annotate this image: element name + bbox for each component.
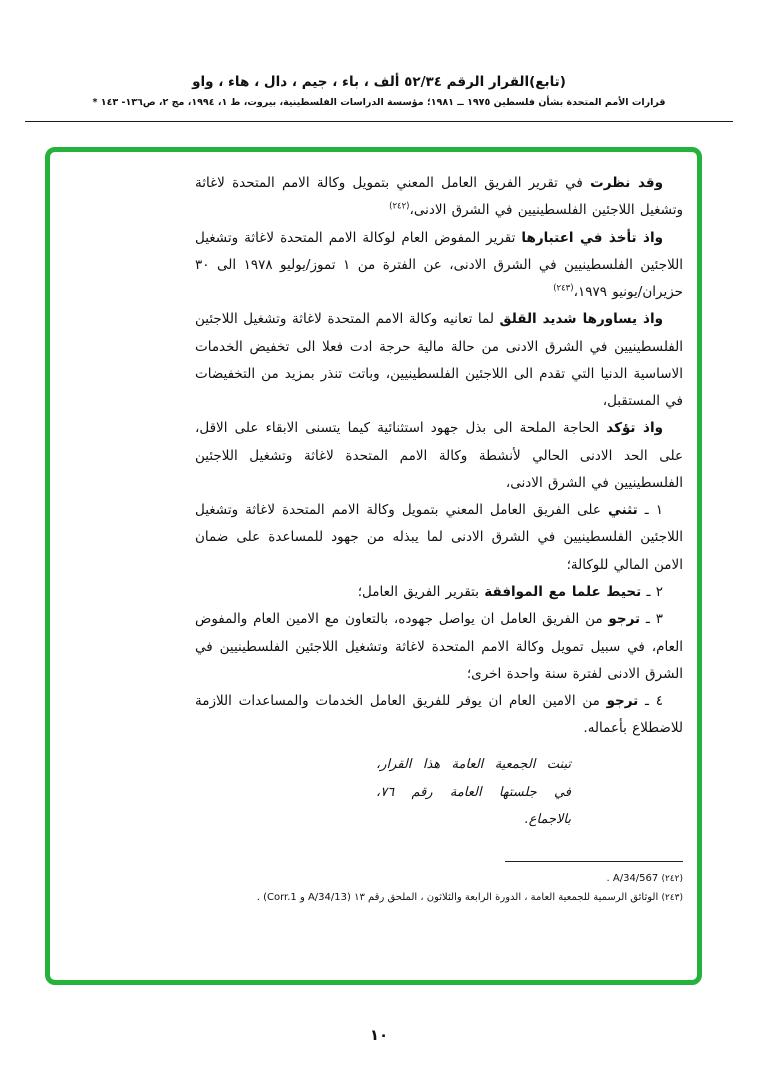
footnote-number: (٢٤٣) bbox=[661, 893, 683, 904]
source-citation: قرارات الأمم المتحدة بشأن فلسطين ١٩٧٥ ــ ١٩٨١؛ مؤسسة الدراسات الفلسطينية، بيروت، ط ١، ١٩٩٤، مج ٢، ص١٣٦- ١٤٣ * bbox=[92, 97, 666, 108]
document-header bbox=[0, 74, 758, 108]
footnote-242 bbox=[195, 869, 683, 889]
paragraph-lead: ترجو bbox=[608, 611, 641, 628]
footnote-text: الوثائق الرسمية للجمعية العامة ، الدورة الرابعة والثلاثون ، الملحق رقم ١٣ (A/34/13 و Corr.1) . bbox=[256, 892, 659, 904]
preamble-paragraph bbox=[195, 170, 683, 225]
footnote-243 bbox=[195, 888, 683, 908]
paragraph-lead: واذ تؤكد bbox=[606, 420, 663, 437]
header-divider bbox=[25, 121, 733, 122]
paragraph-lead: وقد نظرت bbox=[590, 175, 663, 191]
footnotes-section bbox=[195, 861, 683, 908]
operative-paragraph-1 bbox=[195, 497, 683, 579]
footnote-divider bbox=[505, 861, 683, 862]
operative-paragraph-2 bbox=[195, 579, 683, 606]
paragraph-lead: تثني bbox=[607, 502, 638, 519]
paragraph-text: لما تعانيه وكالة الامم المتحدة لاغاثة وتشغيل اللاجئين الفلسطينيين في الشرق الادنى من حالة مالية حرجة ادت فعلا الى تخفيض الخدمات الاساسية الدنيا التي تقدم الى اللاجئين الفلسطينيين، وباتت تنذر بمزيد من التخفيضات في المستقبل، bbox=[195, 311, 683, 410]
paragraph-text: من الامين العام ان يوفر للفريق العامل الخدمات والمساعدات اللازمة للاضطلاع بأعماله. bbox=[195, 693, 683, 737]
paragraph-lead: تحيط علما مع الموافقة bbox=[484, 583, 642, 600]
footnote-text: A/34/567 . bbox=[606, 872, 659, 884]
paragraph-lead: ترجو bbox=[606, 693, 639, 710]
preamble-paragraph bbox=[195, 415, 683, 497]
preamble-paragraph bbox=[195, 225, 683, 307]
operative-paragraph-3 bbox=[195, 606, 683, 688]
paragraph-text: في تقرير الفريق العامل المعني بتمويل وكالة الامم المتحدة لاغاثة وتشغيل اللاجئين الفلسطينيين في الشرق الادنى، bbox=[195, 175, 683, 219]
paragraph-text: من الفريق العامل ان يواصل جهوده، بالتعاون مع الامين العام والمفوض العام، في سبيل تمويل وكالة الامم المتحدة لاغاثة وتشغيل اللاجئين الفلسطينيين في الشرق الادنى لفترة سنة واحدة اخرى؛ bbox=[195, 611, 683, 682]
item-number: ٤ ـ bbox=[638, 693, 663, 710]
paragraph-text: الحاجة الملحة الى بذل جهود استثنائية كيما يتسنى الابقاء على الاقل، على الحد الادنى الحالي لأنشطة وكالة الامم المتحدة لاغاثة وتشغيل اللاجئين الفلسطينيين في الشرق الادنى، bbox=[195, 420, 683, 491]
operative-paragraph-4 bbox=[195, 688, 683, 743]
item-number: ٢ ـ bbox=[641, 583, 663, 600]
paragraph-text: على الفريق العامل المعني بتمويل وكالة الامم المتحدة لاغاثة وتشغيل اللاجئين الفلسطينيين في الشرق الادنى لما يبذله من جهود للمساعدة على ضمان الامن المالي للوكالة؛ bbox=[195, 502, 683, 573]
adoption-note: تبنت الجمعية العامة هذا القرار، في جلستها العامة رقم ٧٦، بالاجماع. bbox=[376, 756, 571, 828]
paragraph-text: بتقرير الفريق العامل؛ bbox=[357, 583, 485, 600]
resolution-frame bbox=[45, 147, 702, 985]
footnote-ref-242: (٢٤٢) bbox=[389, 201, 410, 212]
paragraph-lead: واذ يساورها شديد القلق bbox=[499, 311, 663, 328]
footnote-number: (٢٤٢) bbox=[661, 873, 683, 884]
paragraph-lead: واذ تأخذ في اعتبارها bbox=[521, 229, 663, 246]
page-number: ١٠ bbox=[369, 1026, 389, 1044]
item-number: ٣ ـ bbox=[640, 611, 663, 628]
resolution-title: (تابع)القرار الرقم ٥٢/٣٤ ألف ، باء ، جيم ، دال ، هاء ، واو bbox=[192, 74, 566, 90]
paragraph-text: تقرير المفوض العام لوكالة الامم المتحدة لاغاثة وتشغيل اللاجئين الفلسطينيين في الشرق الادنى، عن الفترة من ١ تموز/يوليو ١٩٧٨ الى ٣٠ حزيران/يونيو ١٩٧٩، bbox=[195, 229, 683, 301]
item-number: ١ ـ bbox=[637, 502, 663, 519]
footnote-ref-243: (٢٤٣) bbox=[553, 283, 574, 294]
resolution-body bbox=[50, 152, 697, 980]
preamble-paragraph bbox=[195, 306, 683, 415]
